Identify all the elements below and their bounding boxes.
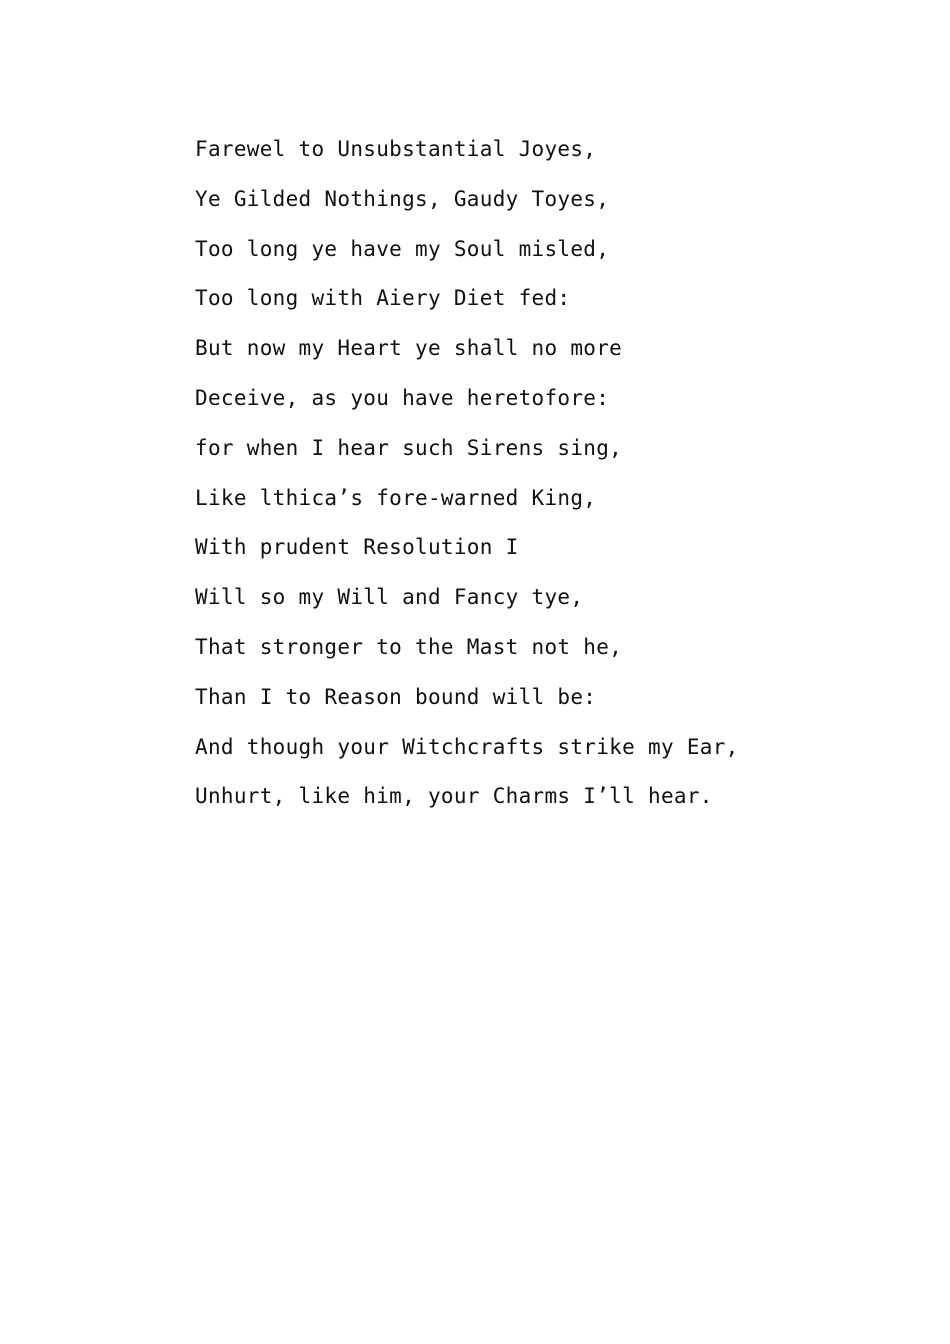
poem-line-10: Will so my Will and Fancy tye,: [195, 585, 584, 610]
poem-line-9: With prudent Resolution I: [195, 535, 519, 560]
poem-line-5: But now my Heart ye shall no more: [195, 336, 623, 361]
poem-line-8: Like lthica’s fore-warned King,: [195, 485, 597, 510]
poem-line-14: Unhurt, like him, your Charms I’ll hear.: [195, 784, 713, 809]
poem-line-6: Deceive, as you have heretofore:: [195, 385, 610, 410]
poem-text: [195, 125, 739, 822]
poem-line-1: Farewel to Unsubstantial Joyes,: [195, 137, 597, 161]
poem-line-11: That stronger to the Mast not he,: [195, 634, 623, 659]
poem-line-2: Ye Gilded Nothings, Gaudy Toyes,: [195, 186, 610, 211]
poem-line-4: Too long with Aiery Diet fed:: [195, 286, 571, 311]
poem-line-12: Than I to Reason bound will be:: [195, 684, 597, 709]
poem-line-7: for when I hear such Sirens sing,: [195, 435, 623, 460]
poem-line-13: And though your Witchcrafts strike my Ear,: [195, 734, 739, 759]
poem-line-3: Too long ye have my Soul misled,: [195, 236, 610, 261]
